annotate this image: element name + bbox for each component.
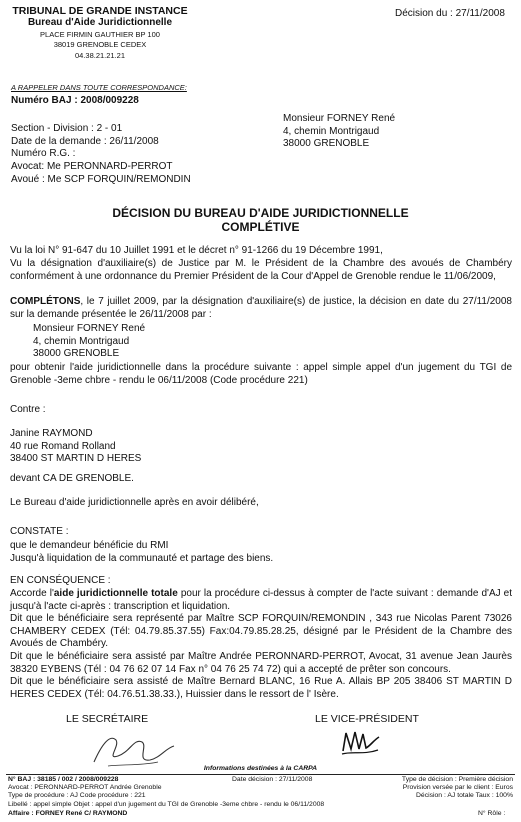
carpa-procedure-type: Type de procédure : AJ Code procédure : 221 (8, 792, 146, 799)
vu-law: Vu la loi N° 91-647 du 10 Juillet 1991 et le décret n° 91-1266 du 19 Décembre 1991, (10, 245, 383, 256)
representation-paragraph: Dit que le bénéficiaire sera représenté par Maître SCP FORQUIN/REMONDIN , 343 rue Nicolas Parent 73026 CHAMBERY CEDEX (Tél: 04.79.85.37.55) Fax:04.79.85.28.25, désigné par le Président de la Chambre des Avoués de Chambéry. (10, 613, 512, 649)
baj-number: Numéro BAJ : 2008/009228 (11, 95, 139, 106)
accorde-aid-type: aide juridictionnelle totale (53, 588, 178, 599)
carpa-decision-date: Date décision : 27/11/2008 (232, 776, 313, 783)
recipient-street: 4, chemin Montrigaud (283, 126, 380, 137)
accorde-rest: pour la procédure ci-dessus à compter de l'acte suivant : demande d'AJ et jusqu'à l'acte ci-après : transcription et liquidation. (10, 588, 512, 612)
secretary-label: LE SECRÉTAIRE (66, 713, 149, 725)
completons-keyword: COMPLÉTONS (10, 296, 81, 307)
constate-liquidation: Jusqu'à liquidation de la communauté et partage des biens. (10, 553, 274, 564)
completons-paragraph (10, 296, 512, 321)
court-address-line1: PLACE FIRMIN GAUTHIER BP 100 (40, 30, 160, 39)
carpa-libelle: Libellé : appel simple Objet : appel d'un jugement du TGI de Grenoble -3eme chbre - rendu le 06/11/2008 (8, 801, 325, 808)
carpa-affair: Affaire : FORNEY René C/ RAYMOND (8, 810, 128, 817)
avoue-line: Avoué : Me SCP FORQUIN/REMONDIN (11, 174, 191, 185)
recipient-city: 38000 GRENOBLE (283, 138, 370, 149)
procedure-paragraph: pour obtenir l'aide juridictionnelle dans la procédure suivante : appel simple appel d'un jugement du TGI de Grenoble -3eme chbre - rendu le 06/11/2008 (Code procédure 221) (10, 362, 512, 386)
decision-date: Décision du : 27/11/2008 (395, 8, 505, 19)
document-subtitle: COMPLÉTIVE (221, 220, 300, 234)
reminder-note: A RAPPELER DANS TOUTE CORRESPONDANCE: (11, 83, 187, 92)
accorde-prefix: Accorde l' (10, 588, 54, 599)
bailiff-paragraph: Dit que le bénéficiaire sera assisté de Maître Bernard BLANC, 16 Rue A. Allais BP 205 38406 ST MARTIN D HERES CEDEX (Tél: 04.76.51.38.33.), Huissier dans le ressort de l' Isère. (10, 676, 512, 700)
section-division: Section - Division : 2 - 01 (11, 123, 123, 134)
opponent-street: 40 rue Romand Rolland (10, 441, 116, 452)
opponent-city: 38400 ST MARTIN D HERES (10, 453, 142, 464)
carpa-decision-kind: Décision : AJ totale Taux : 100% (416, 792, 513, 799)
carpa-decision-type: Type de décision : Première décision (401, 776, 513, 783)
court-phone: 04.38.21.21.21 (74, 51, 126, 60)
rg-number: Numéro R.G. : (11, 148, 76, 159)
deliberation-line: Le Bureau d'aide juridictionnelle après en avoir délibéré, (10, 497, 259, 508)
carpa-divider (6, 774, 515, 775)
carpa-provision: Provision versée par le client : Euros (402, 784, 513, 791)
lawyer-assistance-paragraph: Dit que le bénéficiaire sera assisté par Maître Andrée PERONNARD-PERROT, Avocat, 31 avenue Jean Jaurès 38320 EYBENS (Tél : 04 76 62 07 14 Fax n° 04 76 25 74 72) qui a accepté de prêter son concours. (10, 651, 512, 675)
court-office: Bureau d'Aide Juridictionnelle (27, 17, 173, 28)
completons-text: , le 7 juillet 2009, par la désignation d'auxiliaire(s) de justice, la décision en date du 27/11/2008 sur la demande présentée le 26/11/2008 par : (10, 296, 512, 320)
court-name: TRIBUNAL DE GRANDE INSTANCE (12, 5, 188, 17)
vice-president-label: LE VICE-PRÉSIDENT (315, 713, 419, 725)
court-before: devant CA DE GRENOBLE. (10, 473, 134, 484)
document-title: DÉCISION DU BUREAU D'AIDE JURIDICTIONNELLE (112, 206, 409, 220)
contre-label: Contre : (10, 404, 46, 415)
vu-designation: Vu la désignation d'auxiliaire(s) de Justice par M. le Président de la Chambre des avoués de Chambéry conformément à une ordonnance du Premier Président de la Cour d'Appel de Grenoble rendue le 11/06/2009, (10, 258, 512, 282)
party-city: 38000 GRENOBLE (33, 348, 120, 359)
constate-heading: CONSTATE : (10, 526, 69, 537)
accorde-paragraph (10, 588, 512, 613)
carpa-baj: N° BAJ : 38185 / 002 / 2008/009228 (8, 776, 119, 783)
constate-rmi: que le demandeur bénéficie du RMI (10, 540, 169, 551)
carpa-role: N° Rôle : (478, 810, 506, 817)
consequence-heading: EN CONSÉQUENCE : (10, 575, 111, 586)
lawyer-line: Avocat: Me PERONNARD-PERROT (11, 161, 173, 172)
vice-president-signature (338, 724, 384, 758)
carpa-lawyer: Avocat : PERONNARD-PERROT Andrée Grenoble (8, 784, 162, 791)
opponent-name: Janine RAYMOND (10, 428, 93, 439)
recipient-name: Monsieur FORNEY René (283, 113, 396, 124)
request-date: Date de la demande : 26/11/2008 (11, 136, 159, 147)
party-street: 4, chemin Montrigaud (33, 336, 130, 347)
court-address-line2: 38019 GRENOBLE CEDEX (53, 40, 147, 49)
party-name: Monsieur FORNEY René (33, 323, 146, 334)
carpa-heading: Informations destinées à la CARPA (203, 765, 318, 772)
